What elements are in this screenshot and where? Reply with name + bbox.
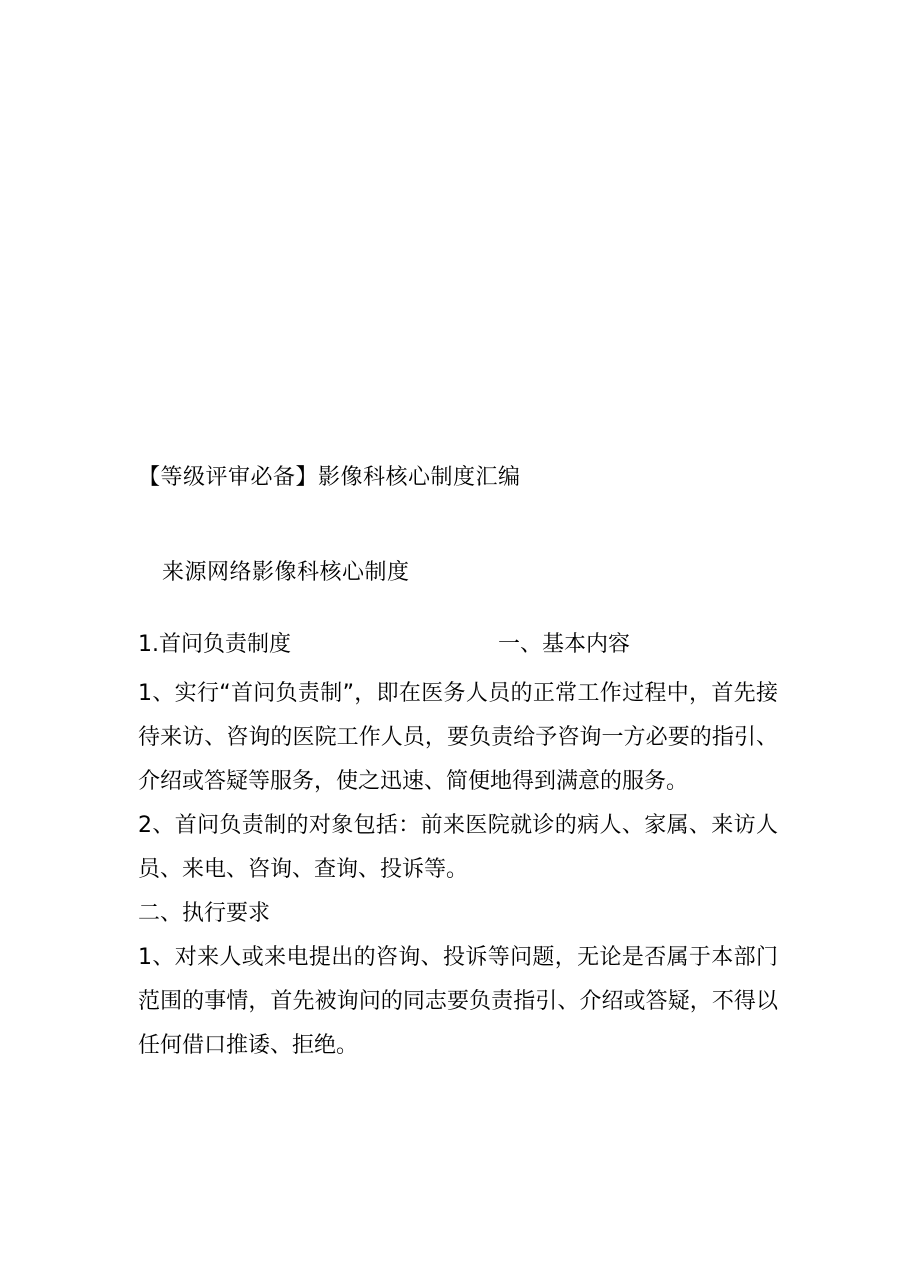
body-text [138, 672, 778, 1068]
document-title: 【等级评审必备】影像科核心制度汇编 [138, 465, 521, 490]
section-heading-row [138, 629, 778, 663]
section-heading-execution: 二、执行要求 [138, 901, 271, 926]
paragraph-3: 1、对来人或来电提出的咨询、投诉等问题，无论是否属于本部门范围的事情，首先被询问的同志要负责指引、介绍或答疑，不得以任何借口推诿、拒绝。 [138, 945, 778, 1058]
paragraph-2: 2、首问负责制的对象包括：前来医院就诊的病人、家属、来访人员、来电、咨询、查询、投诉等。 [138, 813, 778, 882]
section-number-title: 1.首问负责制度 [138, 632, 291, 657]
document-subtitle: 来源网络影像科核心制度 [162, 560, 410, 585]
section-heading: 一、基本内容 [498, 632, 631, 657]
paragraph-1: 1、实行“首问负责制”，即在医务人员的正常工作过程中，首先接待来访、咨询的医院工作人员，要负责给予咨询一方必要的指引、介绍或答疑等服务，使之迅速、简便地得到满意的服务。 [138, 681, 778, 794]
